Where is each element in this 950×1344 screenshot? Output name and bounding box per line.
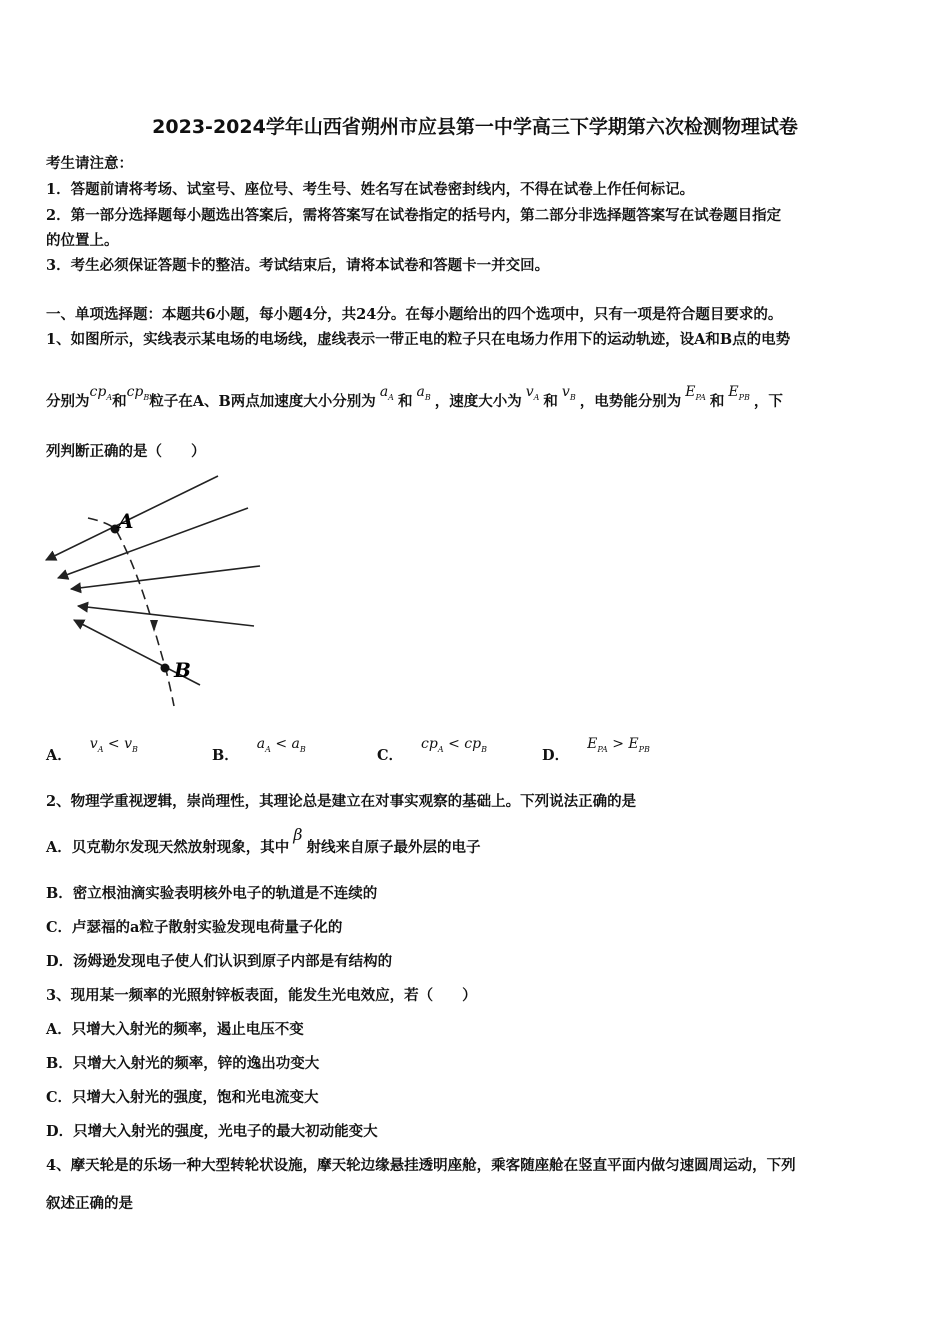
q3-option-d[interactable]: D．只增大入射光的强度，光电子的最大初动能变大 <box>46 1123 378 1140</box>
notice-item: 1．答题前请将考场、试室号、座位号、考生号、姓名写在试卷密封线内，不得在试卷上作任何标记。 <box>46 181 695 198</box>
point-a-label: A <box>118 509 134 533</box>
question-1-stem-line2: 分别为$cp_A$和$cp_B$粒子在A、B两点加速度大小分别为$a_A$ 和$a_B$ ，速度大小为$v_A$ 和$v_B$ ，电势能分别为$E_{PA}$ 和$E_{PB}$ ，下 <box>46 384 783 410</box>
field-line <box>71 566 260 589</box>
q2-option-b[interactable]: B．密立根油滴实验表明核外电子的轨道是不连续的 <box>46 885 378 902</box>
question-4-stem: 4、摩天轮是的乐场一种大型转轮状设施，摩天轮边缘悬挂透明座舱，乘客随座舱在竖直平面内做匀速圆周运动，下列 <box>46 1157 796 1174</box>
question-1-stem: 1、如图所示，实线表示某电场的电场线，虚线表示一带正电的粒子只在电场力作用下的运动轨迹，设A和B点的电势 <box>46 331 791 348</box>
question-2-stem: 2、物理学重视逻辑，崇尚理性，其理论总是建立在对事实观察的基础上。下列说法正确的是 <box>46 793 637 810</box>
q2-option-d[interactable]: D．汤姆逊发现电子使人们认识到原子内部是有结构的 <box>46 953 393 970</box>
field-line <box>58 508 248 578</box>
question-1-stem-line3: 列判断正确的是（ ） <box>46 443 206 460</box>
point-b <box>161 664 170 673</box>
notice-heading: 考生请注意： <box>46 155 133 172</box>
q1-option-b[interactable]: B．$a_A < a_B$ <box>212 736 306 764</box>
q3-option-a[interactable]: A．只增大入射光的频率，遏止电压不变 <box>46 1021 304 1038</box>
point-b-label: B <box>174 658 191 682</box>
q3-option-c[interactable]: C．只增大入射光的强度，饱和光电流变大 <box>46 1089 319 1106</box>
question-3-stem: 3、现用某一频率的光照射锌板表面，能发生光电效应，若（ ） <box>46 987 477 1004</box>
question-4-stem-line2: 叙述正确的是 <box>46 1195 133 1212</box>
q1-option-a[interactable]: A．$v_A < v_B$ <box>46 736 138 764</box>
notice-item: 的位置上。 <box>46 232 119 249</box>
exam-title: 2023-2024学年山西省朔州市应县第一中学高三下学期第六次检测物理试卷 <box>152 116 798 138</box>
section-heading: 一、单项选择题：本题共6小题，每小题4分，共24分。在每小题给出的四个选项中，只有一项是符合题目要求的。 <box>46 306 783 323</box>
q1-option-c[interactable]: C．$cp_A < cp_B$ <box>377 736 487 764</box>
q1-option-d[interactable]: D．$E_{PA} > E_{PB}$ <box>542 736 650 764</box>
beta-symbol: β <box>293 825 303 844</box>
electric-field-figure <box>38 468 268 713</box>
field-line <box>78 606 254 626</box>
q3-option-b[interactable]: B．只增大入射光的频率，锌的逸出功变大 <box>46 1055 320 1072</box>
notice-item: 2．第一部分选择题每小题选出答案后，需将答案写在试卷指定的括号内，第二部分非选择题答案写在试卷题目指定 <box>46 207 782 224</box>
q2-option-c[interactable]: C．卢瑟福的a粒子散射实验发现电荷量子化的 <box>46 919 343 936</box>
notice-item: 3．考生必须保证答题卡的整洁。考试结束后，请将本试卷和答题卡一并交回。 <box>46 257 550 274</box>
q2-option-a[interactable]: A．贝克勒尔发现天然放射现象，其中β射线来自原子最外层的电子 <box>46 825 481 856</box>
